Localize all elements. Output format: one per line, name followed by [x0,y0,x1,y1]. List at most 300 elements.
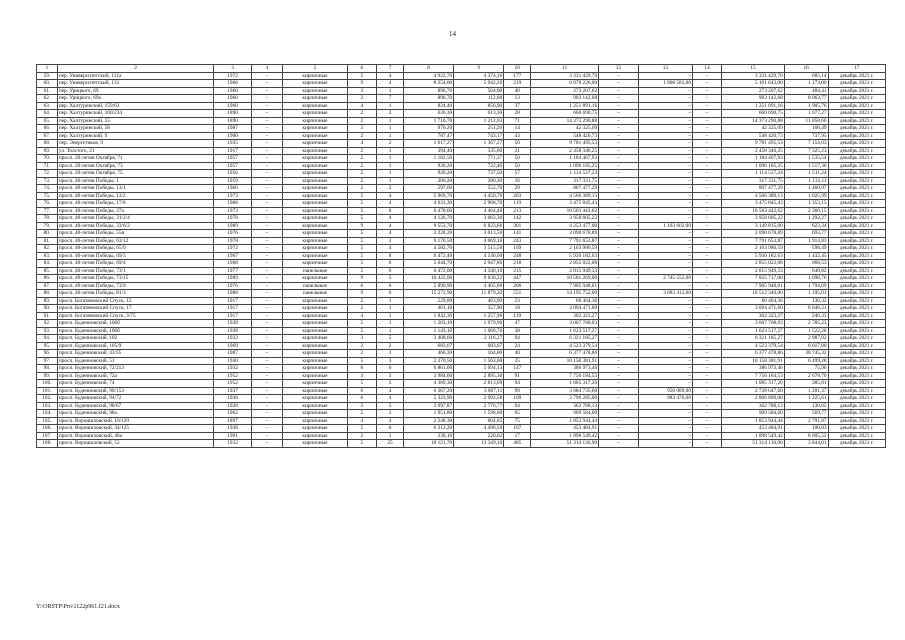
table-cell: декабрь 2021 г. [828,380,885,388]
table-cell: 9 781 495,53 [531,140,599,148]
table-cell: просп. 40-летия Победы, 81/3 [57,290,213,298]
table-cell: 2 [347,132,376,140]
table-cell: – [599,117,639,125]
table-cell: – [692,267,721,275]
table-cell: 1976 [214,282,252,290]
table-cell: 2 806 809,00 [722,395,785,403]
table-row [37,417,886,425]
table-cell: 1 212,03 [454,117,504,125]
table-row [37,170,886,178]
table-cell: 956 089,00 [638,387,692,395]
table-cell: – [599,140,639,148]
table-cell: 100,83 [784,425,828,433]
table-cell: 8 605,52 [784,432,828,440]
table-row [37,125,886,133]
table-cell: кирпичные [283,327,348,335]
table-cell: декабрь 2021 г. [828,80,885,88]
column-header: 4 [251,65,282,73]
table-cell: декабрь 2021 г. [828,425,885,433]
table-cell: 6 970 226,00 [531,80,599,88]
table-cell: – [599,207,639,215]
table-cell: – [692,200,721,208]
table-cell: 1 [376,117,403,125]
table-row [37,357,886,365]
table-row [37,440,886,448]
table-cell: – [638,140,692,148]
table-cell: – [599,192,639,200]
table-cell: 1 853 944,44 [722,417,785,425]
table-row [37,245,886,253]
table-cell: 5 323,90 [404,395,454,403]
table-cell: 1 535,54 [784,155,828,163]
table-cell: 787,47 [404,132,454,140]
table-row [37,260,886,268]
table-cell: кирпичные [283,402,348,410]
table-cell: 119 [504,200,531,208]
table-cell: 4 253 477,00 [531,222,599,230]
table-cell: просп. Буденновский, 105/9 [57,342,213,350]
table-cell: 1 143,10 [404,327,454,335]
table-cell: 10 581 269,00 [531,275,599,283]
table-row [37,72,886,80]
column-header: 14 [692,65,721,73]
table-cell: 273 207,62 [531,87,599,95]
table-cell: – [692,335,721,343]
table-cell: – [638,245,692,253]
table-cell: 3 094 471,60 [531,305,599,313]
table-cell: – [251,155,282,163]
table-cell: 177 [504,72,531,80]
table-cell: 5 [347,192,376,200]
table-cell: 6 499,28 [784,357,828,365]
table-cell: 1973 [214,207,252,215]
table-cell: 1 716,70 [404,117,454,125]
table-cell: 4 [376,80,403,88]
table-cell: 6 377 478,86 [722,350,785,358]
table-cell: 94 [504,402,531,410]
table-row [37,230,886,238]
table-cell: 306,20 [404,177,454,185]
table-cell: 2 [347,305,376,313]
table-cell: 9 781 495,53 [722,140,785,148]
table-cell: 203 [504,192,531,200]
table-row [37,140,886,148]
table-cell: 3 475 845,43 [531,200,599,208]
table-cell: кирпичные [283,177,348,185]
table-cell: 94. [37,335,58,343]
table-cell: просп. Буденновский, 100б [57,320,213,328]
table-cell: 4 582,70 [404,245,454,253]
table-cell: кирпичные [283,155,348,163]
table-cell: 75 [504,417,531,425]
table-cell: ул. Толстого, 21 [57,147,213,155]
column-header: 13 [638,65,692,73]
table-cell: 1960 [214,185,252,193]
table-cell: 4 [376,230,403,238]
table-cell: 1 [376,305,403,313]
table-cell: 5 [347,440,376,448]
table-row [37,425,886,433]
table-cell: кирпичные [283,80,348,88]
table-cell: 7 905 948,61 [722,282,785,290]
table-cell: декабрь 2021 г. [828,252,885,260]
table-cell: 1 898 549,42 [722,432,785,440]
table-cell: 1 563,00 [454,357,504,365]
table-cell: 385,81 [784,380,828,388]
table-cell: – [251,260,282,268]
table-cell: – [692,357,721,365]
table-row [37,372,886,380]
table-cell: 1968 [214,200,252,208]
page-number: 14 [449,30,456,38]
table-cell: просп. 40-летия Победы, 13/1 [57,185,213,193]
table-cell: 1937 [214,387,252,395]
table-cell: 5 930 182,63 [531,252,599,260]
table-cell: 1 [376,162,403,170]
table-cell: 14 [504,125,531,133]
table-cell: – [251,320,282,328]
table-cell: 1 085 317,20 [531,380,599,388]
table-cell: 18 [504,305,531,313]
column-header: 2 [57,65,213,73]
table-cell: – [692,237,721,245]
table-cell: – [692,147,721,155]
table-cell: 8 254,00 [404,80,454,88]
table-row [37,432,886,440]
table-cell: 3 [376,380,403,388]
table-cell: 98. [37,365,58,373]
table-cell: 169 [504,245,531,253]
table-row [37,80,886,88]
table-cell: 240,33 [784,312,828,320]
table-cell: просп. 40-летия Победы, 63/12 [57,237,213,245]
table-cell: – [251,387,282,395]
table-cell: 1 184 467,93 [531,155,599,163]
table-cell: 6 312,20 [404,425,454,433]
table-cell: 101. [37,387,58,395]
table-cell: 5 [347,207,376,215]
table-cell: пер. Халтуринский, 58 [57,125,213,133]
column-header: 15 [722,65,785,73]
table-cell: 7 756 184,53 [531,372,599,380]
table-cell: 466,30 [404,350,454,358]
table-cell: – [251,357,282,365]
table-cell: – [638,380,692,388]
table-cell: кирпичные [283,320,348,328]
table-cell: – [599,342,639,350]
table-cell: 1968 [214,260,252,268]
table-cell: 109 [504,395,531,403]
table-cell: 85. [37,267,58,275]
table-cell: 51 314 136,90 [531,440,599,448]
table-cell: 3 149 815,00 [722,222,785,230]
table-cell: 5 942,20 [454,80,504,88]
table-cell: декабрь 2021 г. [828,342,885,350]
table-cell: 273 207,62 [722,87,785,95]
table-cell: просп. Буденновский, 94/72 [57,395,213,403]
table-cell: декабрь 2021 г. [828,387,885,395]
table-cell: – [599,440,639,448]
table-cell: 1972 [214,245,252,253]
table-cell: 66. [37,125,58,133]
table-cell: кирпичные [283,87,348,95]
table-cell: 976,20 [404,125,454,133]
table-cell: – [599,80,639,88]
table-cell: – [692,297,721,305]
table-cell: 10 512 340,00 [722,290,785,298]
table-cell: 2 [376,237,403,245]
table-row [37,410,886,418]
table-cell: 6 321 185,27 [531,335,599,343]
table-cell: 40 [504,87,531,95]
table-cell: – [638,432,692,440]
table-cell: – [638,282,692,290]
table-cell: 14 195 752,00 [531,290,599,298]
table-cell: 552,70 [454,185,504,193]
table-cell: 1 085 317,20 [722,380,785,388]
table-cell: 2 776,77 [454,402,504,410]
table-cell: 10 422,00 [404,275,454,283]
table-cell: – [599,110,639,118]
table-cell: декабрь 2021 г. [828,417,885,425]
column-header: 10 [504,65,531,73]
table-cell: 1960 [214,102,252,110]
table-cell: 2 370,50 [404,357,454,365]
table-cell: 4 [376,72,403,80]
table-cell: 2 [347,297,376,305]
table-cell: – [638,185,692,193]
table-cell: 280,30 [454,177,504,185]
table-cell: – [599,155,639,163]
table-cell: декабрь 2021 г. [828,230,885,238]
table-cell: 317 331,75 [722,177,785,185]
table-cell: 4 [347,372,376,380]
table-cell: 251,20 [454,125,504,133]
table-cell: декабрь 2021 г. [828,365,885,373]
table-cell: просп. 40-летия Победы, 73/15 [57,275,213,283]
table-cell: просп. 40-летия Победы, 65/9 [57,245,213,253]
table-cell: 484,41 [784,87,828,95]
table-cell: – [692,417,721,425]
table-cell: 2 090 678,89 [531,230,599,238]
table-cell: 1928 [214,327,252,335]
table-cell: 1 173,00 [784,80,828,88]
table-cell: 1 617,27 [404,140,454,148]
table-row [37,312,886,320]
table-cell: – [638,402,692,410]
table-cell: пер. Энергетиков, 9 [57,140,213,148]
table-cell: 3 790 285,00 [531,395,599,403]
table-cell: кирпичные [283,305,348,313]
table-cell: 1 079,90 [454,320,504,328]
table-cell: 664,05 [454,417,504,425]
table-cell: 74. [37,185,58,193]
table-cell: 142 [504,215,531,223]
table-cell: 60 464,36 [722,297,785,305]
table-cell: 238,10 [404,432,454,440]
table-cell: 4 496,50 [454,425,504,433]
table-cell: 453 484,91 [722,425,785,433]
table-cell: 50 [504,155,531,163]
table-cell: 2 [347,147,376,155]
table-cell: 1987 [214,350,252,358]
table-cell: – [638,417,692,425]
table-cell: декабрь 2021 г. [828,335,885,343]
table-cell: – [599,297,639,305]
table-cell: 2 987,02 [784,335,828,343]
table-cell: 108. [37,440,58,448]
table-cell: 72. [37,170,58,178]
table-cell: 2 [347,162,376,170]
table-cell: – [638,237,692,245]
table-cell: просп. Ворошиловский, 52 [57,440,213,448]
table-cell: – [599,230,639,238]
table-cell: – [638,125,692,133]
table-cell: декабрь 2021 г. [828,170,885,178]
table-cell: 4 523 379,54 [531,342,599,350]
table-cell: 3 408,60 [404,335,454,343]
table-cell: 1 195,01 [784,290,828,298]
table-cell: 743,17 [454,132,504,140]
table-cell: 88. [37,290,58,298]
table-cell: 2 458 346,25 [722,147,785,155]
table-row [37,87,886,95]
table-cell: 1 184 467,93 [722,155,785,163]
table-cell: декабрь 2021 г. [828,432,885,440]
table-cell: – [638,170,692,178]
table-cell: 1 201,37 [784,387,828,395]
table-cell: пер. Университетский, 133 [57,80,213,88]
table-cell: 9 [347,275,376,283]
table-cell: кирпичные [283,260,348,268]
table-cell: 1 132,11 [784,177,828,185]
table-cell: декабрь 2021 г. [828,410,885,418]
table-cell: 14 373 290,88 [531,117,599,125]
table-cell: 1 951,80 [404,410,454,418]
table-cell: 660 690,75 [722,110,785,118]
table-cell: 5 [347,357,376,365]
table-cell: 1917 [214,312,252,320]
table-cell: 1897 [214,417,252,425]
table-cell: 1890 [214,110,252,118]
table-cell: – [599,290,639,298]
table-row [37,305,886,313]
table-cell: – [251,380,282,388]
table-cell: декабрь 2021 г. [828,290,885,298]
table-row [37,110,886,118]
table-cell: 1890 [214,117,252,125]
table-cell: 5 [347,72,376,80]
table-cell: 598,49 [784,245,828,253]
table-cell: 1972 [214,72,252,80]
table-cell: – [599,365,639,373]
table-cell: 3 228,20 [404,230,454,238]
table-cell: 1978 [214,237,252,245]
column-header: 16 [784,65,828,73]
table-cell: – [599,387,639,395]
table-cell: 1917 [214,147,252,155]
table-cell: 597,60 [404,185,454,193]
table-cell: кирпичные [283,192,348,200]
column-header: 12 [599,65,639,73]
table-cell: – [692,170,721,178]
table-cell: декабрь 2021 г. [828,395,885,403]
table-cell: – [251,350,282,358]
table-cell: 1935 [214,140,252,148]
table-cell: 5 [347,237,376,245]
table-cell: 1 077,27 [784,110,828,118]
table-cell: 1 914,83 [784,237,828,245]
table-cell: 1 098,76 [784,275,828,283]
table-cell: 2 [376,110,403,118]
table-cell: – [692,395,721,403]
table-cell: 2 745 552,00 [638,275,692,283]
table-cell: 93. [37,327,58,335]
table-cell: 89. [37,297,58,305]
table-cell: 69. [37,147,58,155]
table-cell: 4 340,10 [454,267,504,275]
table-cell: 920,20 [404,162,454,170]
table-row [37,200,886,208]
table-cell: кирпичные [283,312,348,320]
table-cell: 1 460,97 [784,185,828,193]
table-cell: – [599,335,639,343]
table-cell: 1 511,24 [784,170,828,178]
table-cell: кирпичные [283,417,348,425]
table-cell: просп. Буденновский, 74 [57,380,213,388]
table-cell: 96. [37,350,58,358]
table-cell: 1938 [214,425,252,433]
table-cell: 401,10 [404,305,454,313]
table-cell: 3 013,50 [454,230,504,238]
table-cell: 91 [504,372,531,380]
table-cell: 386 973,46 [531,365,599,373]
table-cell: 9 [347,80,376,88]
table-row [37,192,886,200]
table-cell: 42 325,69 [531,125,599,133]
table-cell: 683,67 [404,342,454,350]
table-cell: 4 389,30 [404,380,454,388]
table-cell: – [251,327,282,335]
table-cell: – [638,357,692,365]
table-cell: 1 251 891,16 [722,102,785,110]
table-cell: 903 142,68 [722,95,785,103]
table-cell: 1 898 549,42 [531,432,599,440]
table-cell: 660 690,75 [531,110,599,118]
table-cell: декабрь 2021 г. [828,440,885,448]
table-cell: 6 367,20 [404,387,454,395]
table-cell: 47 [504,320,531,328]
table-cell: 983 476,00 [638,395,692,403]
table-cell: 485 [504,440,531,448]
table-cell: 1 [376,87,403,95]
table-cell: 4 523 379,54 [722,342,785,350]
table-cell: 29 [504,185,531,193]
table-cell: – [638,372,692,380]
table-cell: – [638,230,692,238]
table-cell: – [599,425,639,433]
table-cell: – [692,177,721,185]
table-cell: 4 [376,222,403,230]
table-cell: 1977 [214,267,252,275]
table-cell: – [599,222,639,230]
table-cell: 24 [504,342,531,350]
table-cell: 6 [376,425,403,433]
table-cell: пер. Халтуринский, 100/234 [57,110,213,118]
column-header: 5 [283,65,348,73]
table-cell: 1901 [214,432,252,440]
table-cell: 2 [347,110,376,118]
